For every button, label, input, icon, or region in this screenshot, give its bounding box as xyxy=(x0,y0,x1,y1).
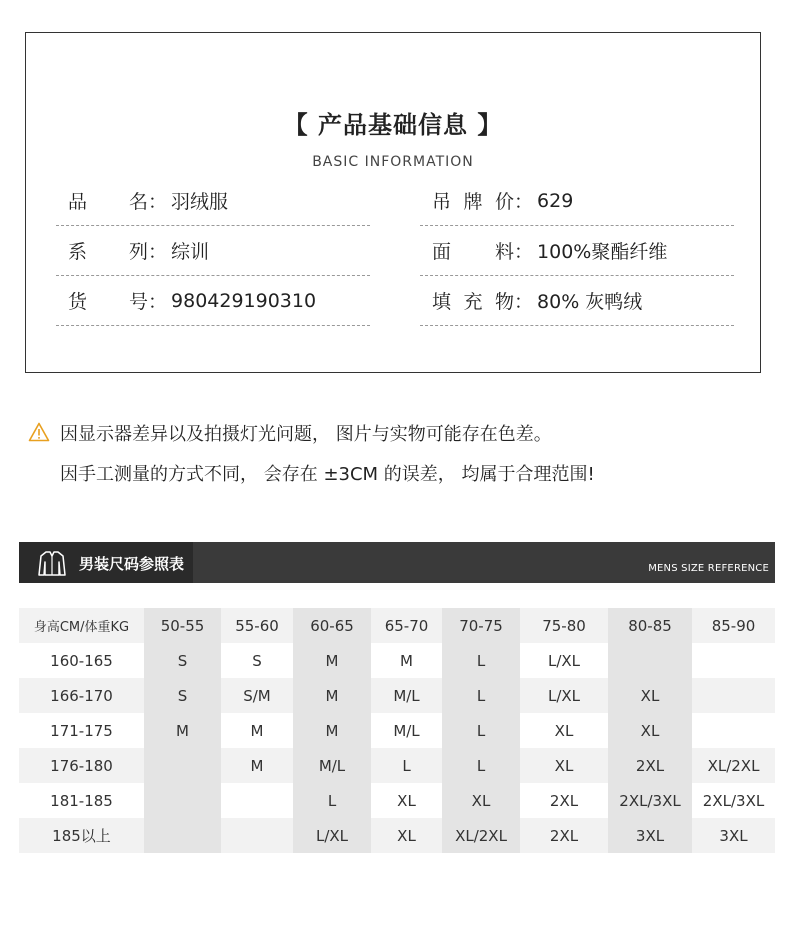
table-header-row xyxy=(19,608,775,643)
size-cell: 3XL xyxy=(608,818,692,853)
size-cell: 2XL xyxy=(608,748,692,783)
info-value: 629 xyxy=(537,189,574,212)
size-table xyxy=(19,608,775,853)
weight-header-cell: 65-70 xyxy=(371,608,442,643)
size-cell xyxy=(144,818,221,853)
info-colon: ： xyxy=(148,241,168,263)
weight-header-cell: 80-85 xyxy=(608,608,692,643)
size-cell: L xyxy=(442,713,520,748)
info-colon: ： xyxy=(514,191,534,213)
height-cell: 176-180 xyxy=(19,748,144,783)
size-cell: S xyxy=(144,643,221,678)
size-cell: M/L xyxy=(371,678,442,713)
size-cell: 2XL/3XL xyxy=(608,783,692,818)
info-row-right-3 xyxy=(420,276,734,326)
size-cell: S/M xyxy=(221,678,293,713)
table-row xyxy=(19,783,775,818)
size-cell: M/L xyxy=(371,713,442,748)
size-cell: L xyxy=(442,643,520,678)
table-row xyxy=(19,818,775,853)
size-chart-reference: MENS SIZE REFERENCE xyxy=(648,563,769,574)
warning-triangle-icon xyxy=(28,422,50,442)
height-cell: 160-165 xyxy=(19,643,144,678)
weight-header-cell: 60-65 xyxy=(293,608,371,643)
size-cell: XL xyxy=(608,713,692,748)
table-row xyxy=(19,643,775,678)
info-value: 综训 xyxy=(171,241,210,263)
size-cell: M xyxy=(371,643,442,678)
info-label: 货号 xyxy=(68,291,148,313)
size-cell: 2XL/3XL xyxy=(692,783,775,818)
size-cell: XL xyxy=(520,713,608,748)
size-cell: XL/2XL xyxy=(692,748,775,783)
info-row-left-2 xyxy=(56,226,370,276)
size-cell: XL xyxy=(520,748,608,783)
size-cell: XL/2XL xyxy=(442,818,520,853)
notice-line-2: 因手工测量的方式不同， 会存在 ±3CM 的误差， 均属于合理范围! xyxy=(60,464,595,485)
size-cell: M xyxy=(144,713,221,748)
jacket-logo-icon xyxy=(37,549,67,577)
size-cell xyxy=(221,818,293,853)
info-row-left-3 xyxy=(56,276,370,326)
table-row xyxy=(19,678,775,713)
info-row-left-1 xyxy=(56,176,370,226)
size-cell xyxy=(144,748,221,783)
size-cell: L xyxy=(371,748,442,783)
size-cell xyxy=(608,643,692,678)
info-value: 980429190310 xyxy=(171,289,317,312)
size-cell: L xyxy=(293,783,371,818)
size-cell: 2XL xyxy=(520,783,608,818)
size-cell: 2XL xyxy=(520,818,608,853)
weight-header-cell: 85-90 xyxy=(692,608,775,643)
size-cell: M/L xyxy=(293,748,371,783)
weight-header-cell: 70-75 xyxy=(442,608,520,643)
size-cell: L/XL xyxy=(520,643,608,678)
size-cell: XL xyxy=(442,783,520,818)
size-cell xyxy=(692,643,775,678)
size-cell: M xyxy=(293,678,371,713)
info-label: 填充物 xyxy=(432,291,514,313)
height-cell: 185以上 xyxy=(19,818,144,853)
weight-header-cell: 50-55 xyxy=(144,608,221,643)
table-corner-cell: 身高CM/体重KG xyxy=(19,608,144,643)
info-row-right-2 xyxy=(420,226,734,276)
size-cell: S xyxy=(144,678,221,713)
size-cell: L xyxy=(442,678,520,713)
height-cell: 181-185 xyxy=(19,783,144,818)
info-value: 80% 灰鸭绒 xyxy=(537,291,643,313)
size-cell: XL xyxy=(608,678,692,713)
size-cell: M xyxy=(221,713,293,748)
info-title: 【 产品基础信息 】 xyxy=(283,111,503,139)
info-colon: ： xyxy=(148,291,168,313)
info-label: 品名 xyxy=(68,191,148,213)
info-label: 面料 xyxy=(432,241,514,263)
size-cell: L/XL xyxy=(293,818,371,853)
notice-line-1: 因显示器差异以及拍摄灯光问题， 图片与实物可能存在色差。 xyxy=(60,424,552,445)
height-cell: 166-170 xyxy=(19,678,144,713)
size-cell: S xyxy=(221,643,293,678)
size-cell: M xyxy=(293,643,371,678)
size-cell xyxy=(692,713,775,748)
table-row xyxy=(19,713,775,748)
size-cell: L xyxy=(442,748,520,783)
size-cell: 3XL xyxy=(692,818,775,853)
info-value: 100%聚酯纤维 xyxy=(537,241,668,263)
size-cell xyxy=(692,678,775,713)
info-label: 吊牌价 xyxy=(432,191,514,213)
info-row-right-1 xyxy=(420,176,734,226)
size-cell xyxy=(144,783,221,818)
info-value: 羽绒服 xyxy=(171,191,229,213)
info-colon: ： xyxy=(148,191,168,213)
size-cell: L/XL xyxy=(520,678,608,713)
size-chart-header xyxy=(19,542,775,583)
table-row xyxy=(19,748,775,783)
info-colon: ： xyxy=(514,291,534,313)
size-cell: M xyxy=(221,748,293,783)
size-cell: M xyxy=(293,713,371,748)
size-chart-title: 男装尺码参照表 xyxy=(79,555,185,573)
info-colon: ： xyxy=(514,241,534,263)
info-label: 系列 xyxy=(68,241,148,263)
info-subtitle: BASIC INFORMATION xyxy=(312,154,474,170)
size-cell: XL xyxy=(371,818,442,853)
size-cell xyxy=(221,783,293,818)
height-cell: 171-175 xyxy=(19,713,144,748)
size-cell: XL xyxy=(371,783,442,818)
weight-header-cell: 75-80 xyxy=(520,608,608,643)
weight-header-cell: 55-60 xyxy=(221,608,293,643)
